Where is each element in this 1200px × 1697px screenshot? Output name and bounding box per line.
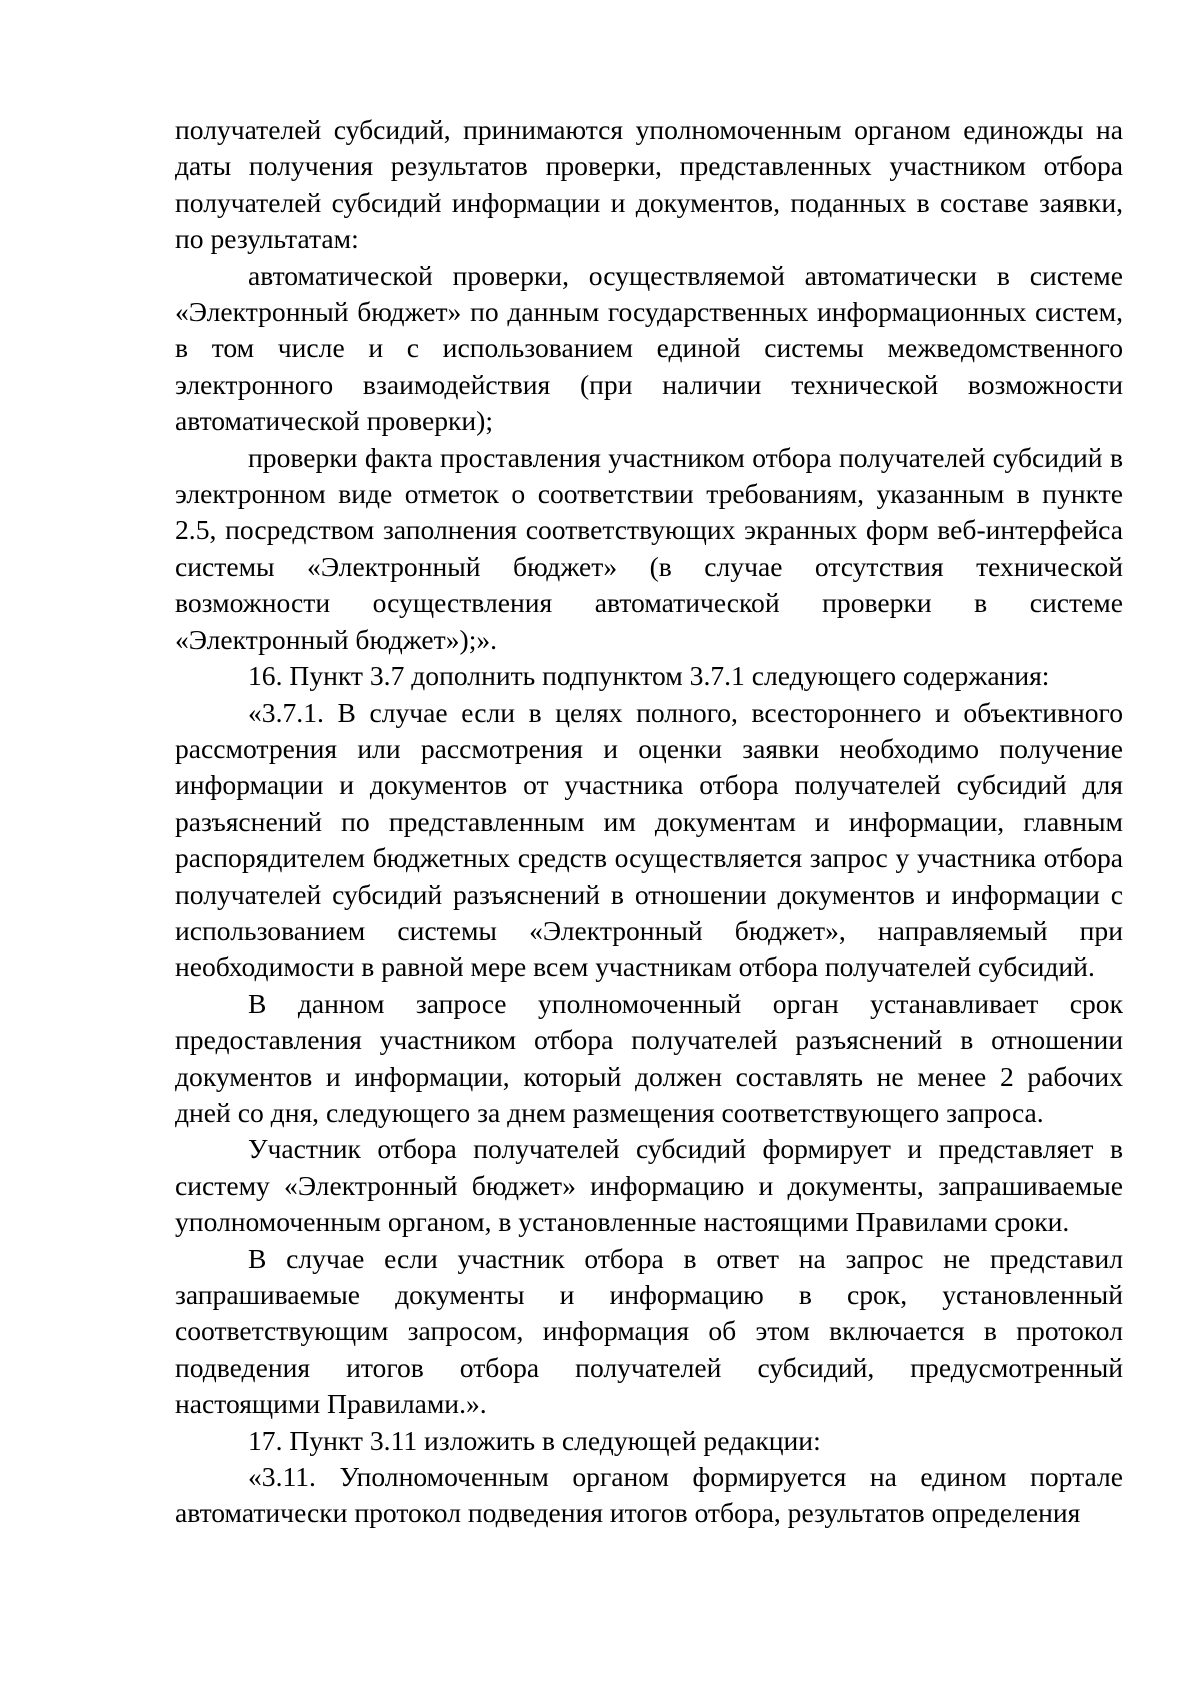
paragraph-10: «3.11. Уполномоченным органом формируется на едином портале автоматически протокол подведения итогов отбора, результатов определения	[175, 1461, 1123, 1529]
paragraph-8: В случае если участник отбора в ответ на запрос не представил запрашиваемые документы и информацию в срок, установленный соответствующим запросом, информация об этом включается в протокол подведения итогов отбора получателей субсидий, предусмотренный настоящими Правилами.».	[175, 1242, 1123, 1420]
paragraph-6: В данном запросе уполномоченный орган устанавливает срок предоставления участником отбора получателей разъяснений в отношении документов и информации, который должен составлять не менее 2 рабочих дней со дня, следующего за днем размещения соответствующего запроса.	[175, 987, 1123, 1128]
paragraph-3: проверки факта проставления участником отбора получателей субсидий в электронном виде отметок о соответствии требованиям, указанным в пункте 2.5, посредством заполнения соответствующих экранных форм веб-интерфейса системы «Электронный бюджет» (в случае отсутствия технической возможности осуществления автоматической проверки в системе «Электронный бюджет»);».	[175, 441, 1123, 655]
paragraph-1: получателей субсидий, принимаются уполномоченным органом единожды на даты получения результатов проверки, представленных участником отбора получателей субсидий информации и документов, поданных в составе заявки, по результатам:	[175, 114, 1123, 255]
paragraph-2: автоматической проверки, осуществляемой автоматически в системе «Электронный бюджет» по данным государственных информационных систем, в том числе и с использованием единой системы межведомственного электронного взаимодействия (при наличии технической возможности автоматической проверки);	[175, 259, 1123, 437]
paragraph-4: 16. Пункт 3.7 дополнить подпунктом 3.7.1 следующего содержания:	[248, 660, 1050, 692]
paragraph-5: «3.7.1. В случае если в целях полного, всестороннего и объективного рассмотрения или рассмотрения и оценки заявки необходимо получение информации и документов от участника отбора получателей субсидий для разъяснений по представленным им документам и информации, главным распорядителем бюджетных средств осуществляется запрос у участника отбора получателей субсидий разъяснений в отношении документов и информации с использованием системы «Электронный бюджет», направляемый при необходимости в равной мере всем участникам отбора получателей субсидий.	[175, 696, 1123, 983]
paragraph-9: 17. Пункт 3.11 изложить в следующей редакции:	[248, 1424, 821, 1456]
document-body	[175, 112, 1123, 1532]
paragraph-7: Участник отбора получателей субсидий формирует и представляет в систему «Электронный бюджет» информацию и документы, запрашиваемые уполномоченным органом, в установленные настоящими Правилами сроки.	[175, 1133, 1123, 1238]
